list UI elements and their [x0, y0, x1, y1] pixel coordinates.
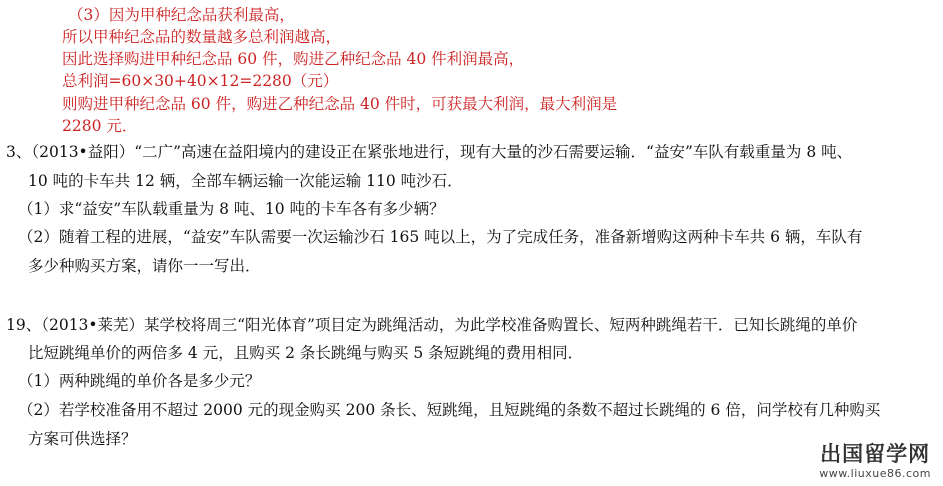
solution-line: （3）因为甲种纪念品获利最高，: [68, 6, 295, 24]
problem-3-question-2-cont: 多少种购买方案，请你一一写出．: [28, 257, 261, 275]
problem-19-question-2: （2）若学校准备用不超过 2000 元的现金购买 200 条长、短跳绳，且短跳绳的条数不超过长跳绳的 6 倍，问学校有几种购买: [18, 401, 881, 419]
problem-19-stem-line: 比短跳绳单价的两倍多 4 元，且购买 2 条长跳绳与购买 5 条短跳绳的费用相同．: [28, 344, 584, 362]
watermark-url: www.liuxue86.com: [819, 467, 931, 480]
problem-19-question-2-cont: 方案可供选择？: [28, 430, 137, 448]
problem-3-stem-line: 10 吨的卡车共 12 辆，全部车辆运输一次能运输 110 吨沙石．: [28, 172, 463, 190]
problem-19-question-1: （1）两种跳绳的单价各是多少元？: [18, 372, 261, 390]
solution-line: 所以甲种纪念品的数量越多总利润越高，: [62, 28, 342, 46]
problem-3-stem-line: 3、（2013•益阳）“二广”高速在益阳境内的建设正在紧张地进行，现有大量的沙石需要运输．“益安”车队有载重量为 8 吨、: [6, 143, 853, 161]
solution-line: 则购进甲种纪念品 60 件，购进乙种纪念品 40 件时，可获最大利润，最大利润是: [62, 95, 618, 113]
problem-3-question-2: （2）随着工程的进展，“益安”车队需要一次运输沙石 165 吨以上，为了完成任务，准备新增购这两种卡车共 6 辆，车队有: [18, 228, 863, 246]
solution-line: 2280 元．: [62, 117, 138, 135]
solution-line: 总利润=60×30+40×12=2280（元）: [62, 72, 339, 90]
solution-line: 因此选择购进甲种纪念品 60 件，购进乙种纪念品 40 件利润最高，: [62, 50, 525, 68]
site-watermark: [819, 441, 931, 480]
problem-19-stem-line: 19、（2013•莱芜）某学校将周三“阳光体育”项目定为跳绳活动，为此学校准备购置长、短两种跳绳若干．已知长跳绳的单价: [6, 316, 858, 334]
watermark-logo-text: 出国留学网: [820, 442, 931, 466]
problem-3-question-1: （1）求“益安”车队载重量为 8 吨、10 吨的卡车各有多少辆？: [18, 200, 445, 218]
